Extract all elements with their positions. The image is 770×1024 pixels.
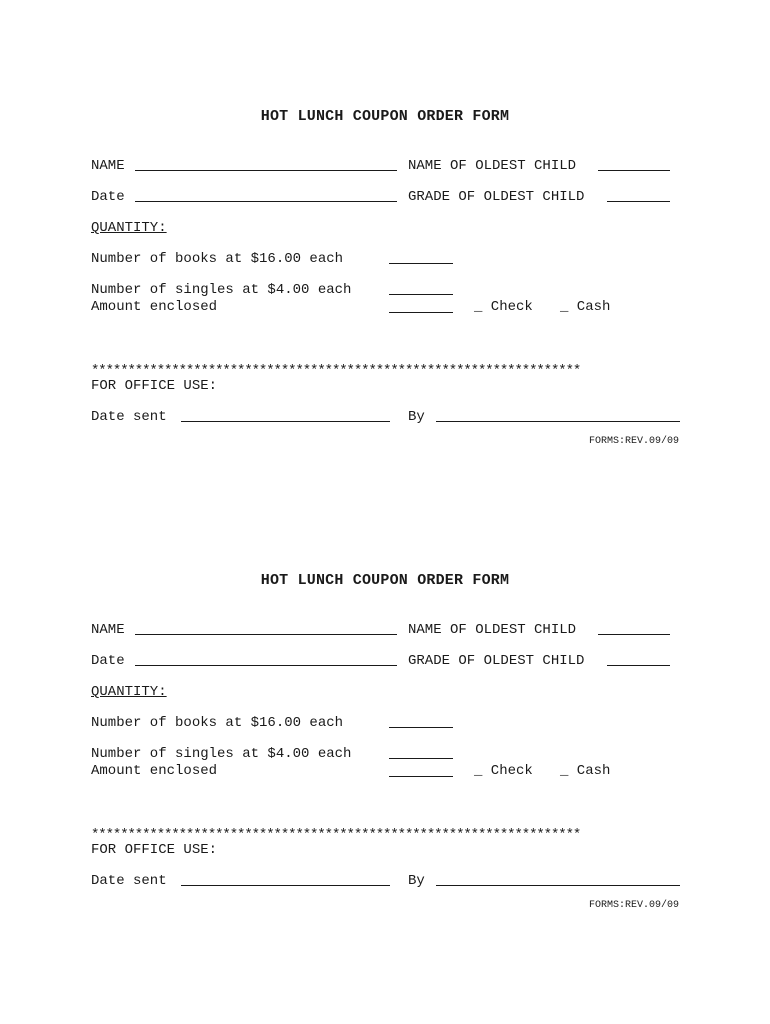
quantity-label: QUANTITY: (91, 684, 167, 700)
books-quantity-field[interactable] (389, 263, 453, 264)
books-label: Number of books at $16.00 each (91, 715, 344, 731)
oldest-child-field[interactable] (598, 170, 670, 171)
date-sent-field[interactable] (181, 885, 390, 886)
separator-line: ******************************************************************* (91, 827, 581, 843)
amount-label: Amount enclosed (91, 299, 218, 315)
by-field[interactable] (436, 885, 680, 886)
revision-label: FORMS:REV.09/09 (588, 900, 679, 911)
amount-label: Amount enclosed (91, 763, 218, 779)
singles-quantity-field[interactable] (389, 758, 453, 759)
books-quantity-field[interactable] (389, 727, 453, 728)
date-label: Date (91, 189, 125, 205)
amount-field[interactable] (389, 776, 453, 777)
name-field[interactable] (135, 170, 397, 171)
check-option[interactable]: _ Check (474, 763, 533, 779)
oldest-child-field[interactable] (598, 634, 670, 635)
name-field[interactable] (135, 634, 397, 635)
singles-quantity-field[interactable] (389, 294, 453, 295)
oldest-child-label: NAME OF OLDEST CHILD (408, 622, 577, 638)
name-label: NAME (91, 622, 125, 638)
quantity-label: QUANTITY: (91, 220, 167, 236)
date-sent-field[interactable] (181, 421, 390, 422)
form-title: HOT LUNCH COUPON ORDER FORM (260, 108, 510, 125)
revision-label: FORMS:REV.09/09 (588, 436, 679, 447)
amount-field[interactable] (389, 312, 453, 313)
cash-option[interactable]: _ Cash (560, 299, 611, 315)
date-label: Date (91, 653, 125, 669)
office-use-label: FOR OFFICE USE: (91, 842, 218, 858)
form-title: HOT LUNCH COUPON ORDER FORM (260, 572, 510, 589)
grade-field[interactable] (607, 665, 670, 666)
singles-label: Number of singles at $4.00 each (91, 282, 352, 298)
order-form-1 (0, 0, 770, 447)
oldest-child-label: NAME OF OLDEST CHILD (408, 158, 577, 174)
grade-field[interactable] (607, 201, 670, 202)
date-field[interactable] (135, 665, 397, 666)
grade-label: GRADE OF OLDEST CHILD (408, 189, 585, 205)
check-option[interactable]: _ Check (474, 299, 533, 315)
date-sent-label: Date sent (91, 873, 167, 889)
office-use-label: FOR OFFICE USE: (91, 378, 218, 394)
name-label: NAME (91, 158, 125, 174)
separator-line: ******************************************************************* (91, 363, 581, 379)
cash-option[interactable]: _ Cash (560, 763, 611, 779)
date-field[interactable] (135, 201, 397, 202)
order-form-2 (0, 464, 770, 911)
singles-label: Number of singles at $4.00 each (91, 746, 352, 762)
by-label: By (408, 409, 425, 425)
by-label: By (408, 873, 425, 889)
books-label: Number of books at $16.00 each (91, 251, 344, 267)
grade-label: GRADE OF OLDEST CHILD (408, 653, 585, 669)
by-field[interactable] (436, 421, 680, 422)
date-sent-label: Date sent (91, 409, 167, 425)
